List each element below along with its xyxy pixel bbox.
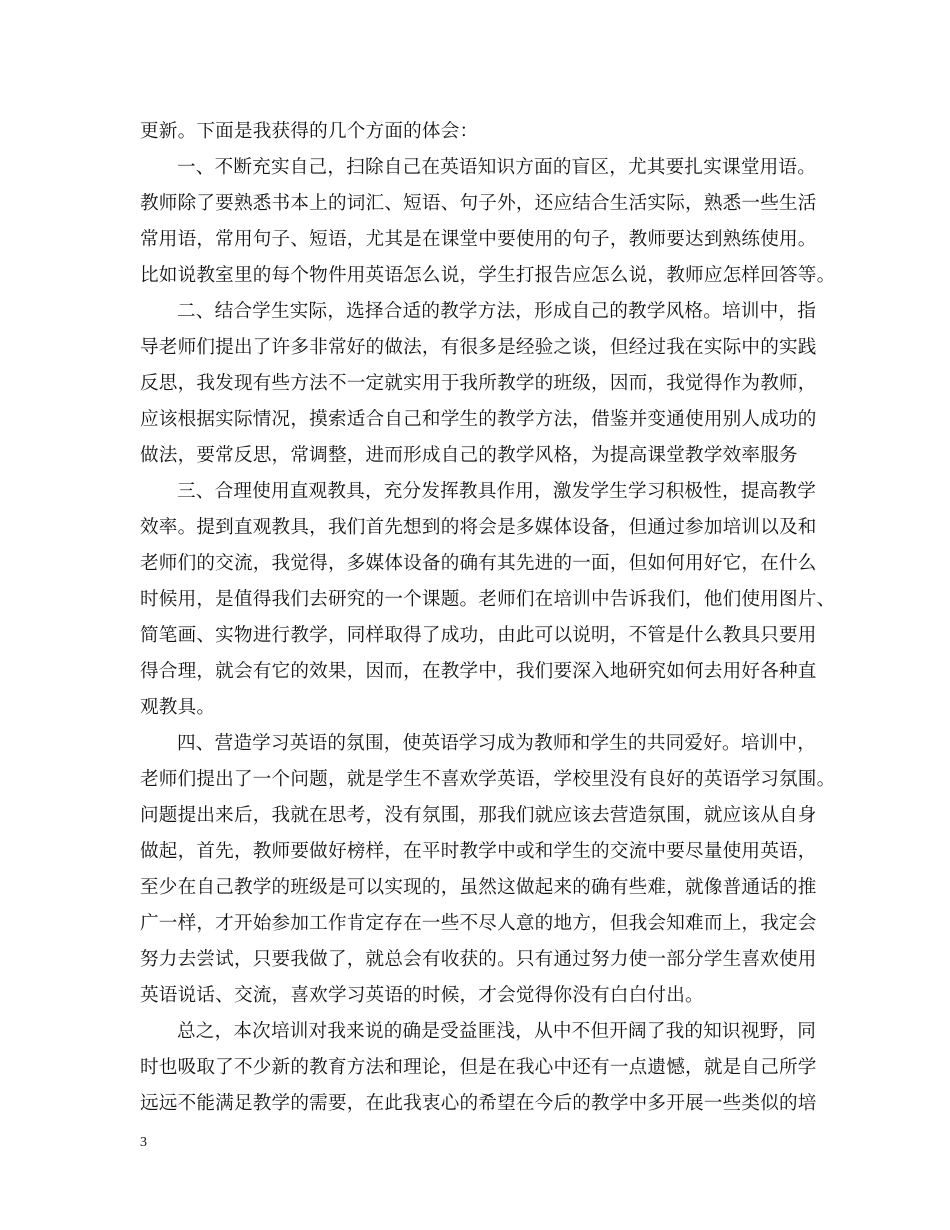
text-line: 教师除了要熟悉书本上的词汇、短语、句子外，还应结合生活实际，熟悉一些生活 bbox=[140, 193, 817, 214]
text-line: 时也吸取了不少新的教育方法和理论，但是在我心中还有一点遗憾，就是自己所学 bbox=[140, 1057, 817, 1078]
text-line: 做起，首先，教师要做好榜样，在平时教学中或和学生的交流中要尽量使用英语， bbox=[140, 841, 817, 862]
text-line: 远远不能满足教学的需要，在此我衷心的希望在今后的教学中多开展一些类似的培 bbox=[140, 1093, 817, 1114]
text-line: 常用语，常用句子、短语，尤其是在课堂中要使用的句子，教师要达到熟练使用。 bbox=[140, 229, 817, 250]
text-line: 三、合理使用直观教具，充分发挥教具作用，激发学生学习积极性，提高教学 bbox=[177, 481, 816, 502]
text-line: 效率。提到直观教具，我们首先想到的将会是多媒体设备，但通过参加培训以及和 bbox=[140, 517, 817, 538]
text-line: 应该根据实际情况，摸索适合自己和学生的教学方法，借鉴并变通使用别人成功的 bbox=[140, 409, 817, 430]
text-line: 问题提出来后，我就在思考，没有氛围，那我们就应该去营造氛围，就应该从自身 bbox=[140, 805, 817, 826]
text-line: 英语说话、交流，喜欢学习英语的时候，才会觉得你没有白白付出。 bbox=[140, 985, 704, 1006]
text-line: 观教具。 bbox=[140, 697, 216, 718]
text-line: 一、不断充实自己，扫除自己在英语知识方面的盲区，尤其要扎实课堂用语。 bbox=[177, 157, 816, 178]
text-line: 努力去尝试，只要我做了，就总会有收获的。只有通过努力使一部分学生喜欢使用 bbox=[140, 949, 817, 970]
text-line: 反思，我发现有些方法不一定就实用于我所教学的班级，因而，我觉得作为教师， bbox=[140, 373, 817, 394]
body-text bbox=[140, 114, 840, 1122]
text-line: 导老师们提出了许多非常好的做法，有很多是经验之谈，但经过我在实际中的实践 bbox=[140, 337, 817, 358]
text-line: 老师们提出了一个问题，就是学生不喜欢学英语，学校里没有良好的英语学习氛围。 bbox=[140, 769, 836, 790]
text-line: 比如说教室里的每个物件用英语怎么说，学生打报告应怎么说，教师应怎样回答等。 bbox=[140, 265, 836, 286]
text-line: 广一样，才开始参加工作肯定存在一些不尽人意的地方，但我会知难而上，我定会 bbox=[140, 913, 817, 934]
text-line: 做法，要常反思，常调整，进而形成自己的教学风格，为提高课堂教学效率服务 bbox=[140, 445, 798, 466]
text-line: 四、营造学习英语的氛围，使英语学习成为教师和学生的共同爱好。培训中， bbox=[177, 733, 816, 754]
text-line: 时候用，是值得我们去研究的一个课题。老师们在培训中告诉我们，他们使用图片、 bbox=[140, 589, 836, 610]
text-line: 总之，本次培训对我来说的确是受益匪浅，从中不但开阔了我的知识视野，同 bbox=[177, 1021, 816, 1042]
text-line: 二、结合学生实际，选择合适的教学方法，形成自己的教学风格。培训中，指 bbox=[177, 301, 816, 322]
text-line: 得合理，就会有它的效果，因而，在教学中，我们要深入地研究如何去用好各种直 bbox=[140, 661, 817, 682]
text-line: 简笔画、实物进行教学，同样取得了成功，由此可以说明，不管是什么教具只要用 bbox=[140, 625, 817, 646]
page-number: 3 bbox=[140, 1135, 147, 1150]
text-line: 老师们的交流，我觉得，多媒体设备的确有其先进的一面，但如何用好它，在什么 bbox=[140, 553, 817, 574]
text-line: 至少在自己教学的班级是可以实现的，虽然这做起来的确有些难，就像普通话的推 bbox=[140, 877, 817, 898]
text-line: 更新。下面是我获得的几个方面的体会： bbox=[140, 121, 479, 142]
